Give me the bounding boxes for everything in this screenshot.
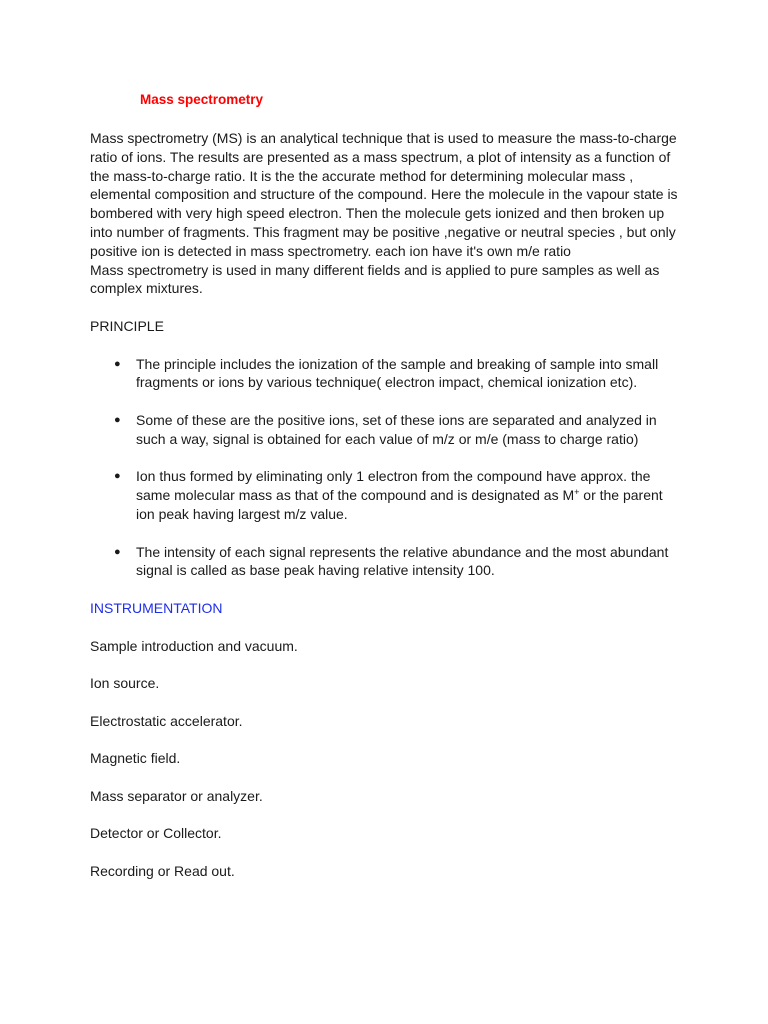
bullet-icon: ● bbox=[114, 357, 121, 370]
document-body bbox=[90, 129, 680, 881]
bullet-icon: ● bbox=[114, 470, 121, 483]
principle-list bbox=[90, 355, 680, 581]
instrumentation-item: Electrostatic accelerator. bbox=[90, 712, 243, 729]
principle-item-text: The intensity of each signal represents the relative abundance and the most abundant signal is called as base peak having relative intensity 100. bbox=[136, 543, 669, 579]
principle-item-text-after: or the parent ion peak having largest m/z value. bbox=[136, 487, 663, 522]
instrumentation-list bbox=[90, 637, 680, 881]
bullet-icon: ● bbox=[114, 413, 121, 426]
document-title: Mass spectrometry bbox=[140, 92, 264, 107]
superscript-plus: + bbox=[574, 487, 580, 498]
principle-item-text bbox=[136, 468, 663, 522]
instrumentation-item: Mass separator or analyzer. bbox=[90, 787, 263, 804]
instrumentation-item: Ion source. bbox=[90, 675, 160, 692]
instrumentation-item: Detector or Collector. bbox=[90, 825, 222, 842]
principle-item bbox=[90, 467, 680, 523]
instrumentation-heading: INSTRUMENTATION bbox=[90, 599, 223, 616]
principle-item bbox=[90, 355, 680, 393]
principle-item-text: The principle includes the ionization of the sample and breaking of sample into small fragments or ions by various technique( electron impact, chemical ionization etc). bbox=[136, 355, 659, 391]
instrumentation-item: Recording or Read out. bbox=[90, 863, 235, 880]
principle-item bbox=[90, 543, 680, 581]
intro-paragraph: Mass spectrometry (MS) is an analytical technique that is used to measure the mass-to-charge ratio of ions. The results are presented as a mass spectrum, a plot of intensity as a function of the mass-to-charge ratio. It is the the accurate method for determining molecular mass , elemental composition and structure of the compound. Here the molecule in the vapour state is bombered with very high speed electron. Then the molecule gets ionized and then broken up into number of fragments. This fragment may be positive ,negative or neutral species , but only positive ion is detected in mass spectrometry. each ion have it's own m/e ratio bbox=[90, 130, 678, 259]
instrumentation-item: Magnetic field. bbox=[90, 750, 181, 767]
intro-paragraph-2: Mass spectrometry is used in many different fields and is applied to pure samples as well as complex mixtures. bbox=[90, 261, 660, 297]
intro-section bbox=[90, 129, 680, 298]
principle-item bbox=[90, 411, 680, 449]
instrumentation-item: Sample introduction and vacuum. bbox=[90, 637, 298, 654]
principle-item-text-before: Ion thus formed by eliminating only 1 electron from the compound have approx. the same molecular mass as that of the compound and is designated as M bbox=[136, 468, 651, 504]
principle-item-text: Some of these are the positive ions, set of these ions are separated and analyzed in such a way, signal is obtained for each value of m/z or m/e (mass to charge ratio) bbox=[136, 411, 657, 447]
bullet-icon: ● bbox=[114, 545, 121, 558]
principle-heading: PRINCIPLE bbox=[90, 317, 164, 334]
